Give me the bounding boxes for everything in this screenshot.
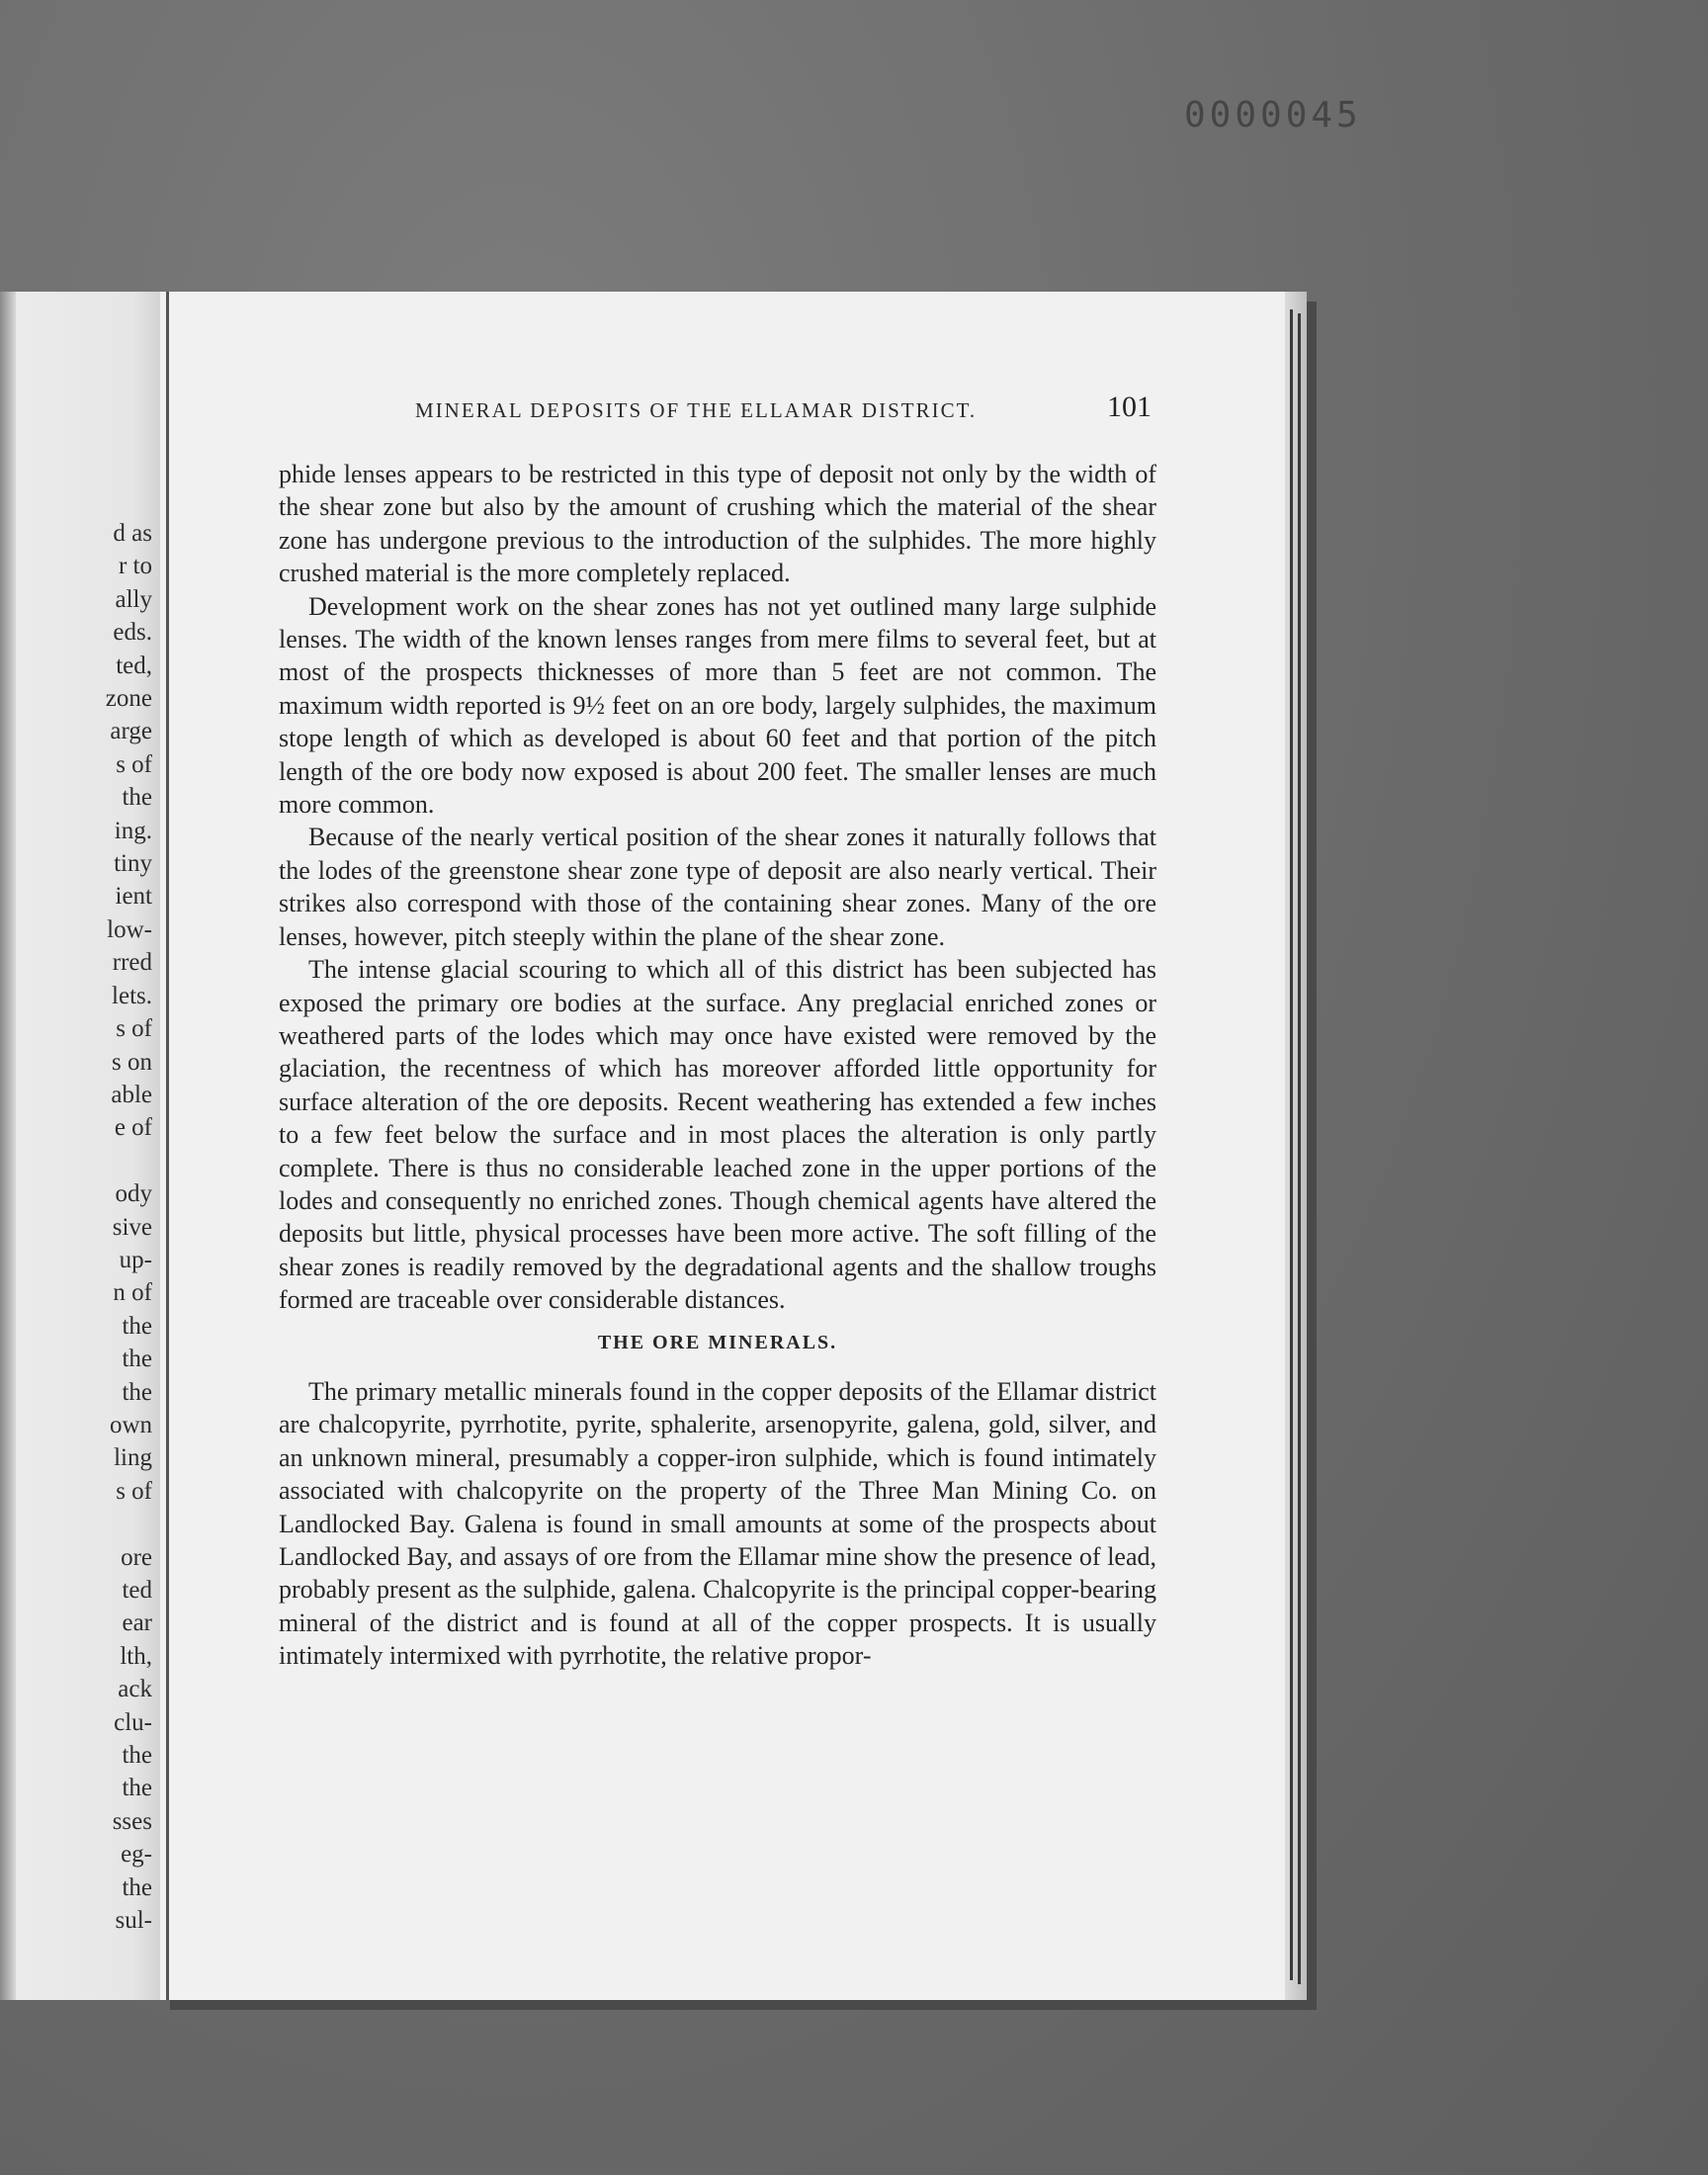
paragraph-1: phide lenses appears to be restricted in this type of deposit not only by the width of the shear zone but also by the amount of crushing which the material of the shear zone has undergone previous to the introduction of the sulphides. The more highly crushed material is the more completely replaced.	[279, 460, 1156, 588]
paragraph-4: The intense glacial scouring to which all of this district has been subjected has exposed the primary ore bodies at the surface. Any preglacial enriched zones or weathered parts of the lodes which may once have existed were removed by the glaciation, the recentness of which has moreover afforded little opportunity for surface alteration of the ore deposits. Recent weathering has extended a few inches to a few feet below the surface and in most places the alteration is only partly complete. There is thus no considerable leached zone in the upper portions of the lodes and consequently no enriched zones. Though chemical agents have altered the deposits but little, physical processes have been more active. The soft filling of the shear zones is readily removed by the degradational agents and the shallow troughs formed are traceable over considerable distances.	[279, 955, 1156, 1315]
page-edge-shade	[1285, 292, 1307, 2000]
body-text	[279, 458, 1156, 1673]
page-number: 101	[1107, 391, 1152, 423]
section-heading: THE ORE MINERALS.	[597, 1331, 838, 1353]
stamp-number: 0000045	[1184, 95, 1362, 135]
facing-page-text: d as r to ally eds. ted, zone arge s of the ing. tiny ient low- rred lets. s of s on able e of ody sive up- n of the the the own ling s of ore ted ear lth, ack clu- the the sses eg- the sul-	[105, 520, 152, 1935]
paragraph-2: Development work on the shear zones has not yet outlined many large sulphide lenses. The width of the known lenses ranges from mere films to several feet, but at most of the prospects thicknesses of more than 5 feet are not common. The maximum width reported is 9½ feet on an ore body, largely sulphides, the maximum stope length of which as developed is about 60 feet and that portion of the pitch length of the ore body now exposed is about 200 feet. The smaller lenses are much more common.	[279, 591, 1156, 820]
page-right-rule-outer	[1298, 313, 1301, 1984]
facing-page	[0, 292, 172, 2000]
main-page	[160, 292, 1307, 2000]
paragraph-5: The primary metallic minerals found in the copper deposits of the Ellamar district are chalcopyrite, pyrrhotite, pyrite, sphalerite, arsenopyrite, galena, gold, silver, and an unknown mineral, presumably a copper-iron sulphide, which is found intimately associated with chalcopyrite on the property of the Three Man Mining Co. on Landlocked Bay. Galena is found in small amounts at some of the prospects about Landlocked Bay, and assays of ore from the Ellamar mine show the presence of lead, probably present as the sulphide, galena. Chalcopyrite is the principal copper-bearing mineral of the district and is found at all of the copper prospects. It is usually intimately intermixed with pyrrhotite, the relative propor-	[279, 1376, 1156, 1671]
page-right-rule	[1290, 309, 1293, 1980]
page-left-rule	[166, 292, 169, 2000]
running-head: MINERAL DEPOSITS OF THE ELLAMAR DISTRICT.	[415, 398, 978, 422]
paragraph-3: Because of the nearly vertical position of the shear zones it naturally follows that the lodes of the greenstone shear zone type of deposit are also nearly vertical. Their strikes also correspond with those of the containing shear zones. Many of the ore lenses, however, pitch steeply within the plane of the shear zone.	[279, 823, 1156, 951]
